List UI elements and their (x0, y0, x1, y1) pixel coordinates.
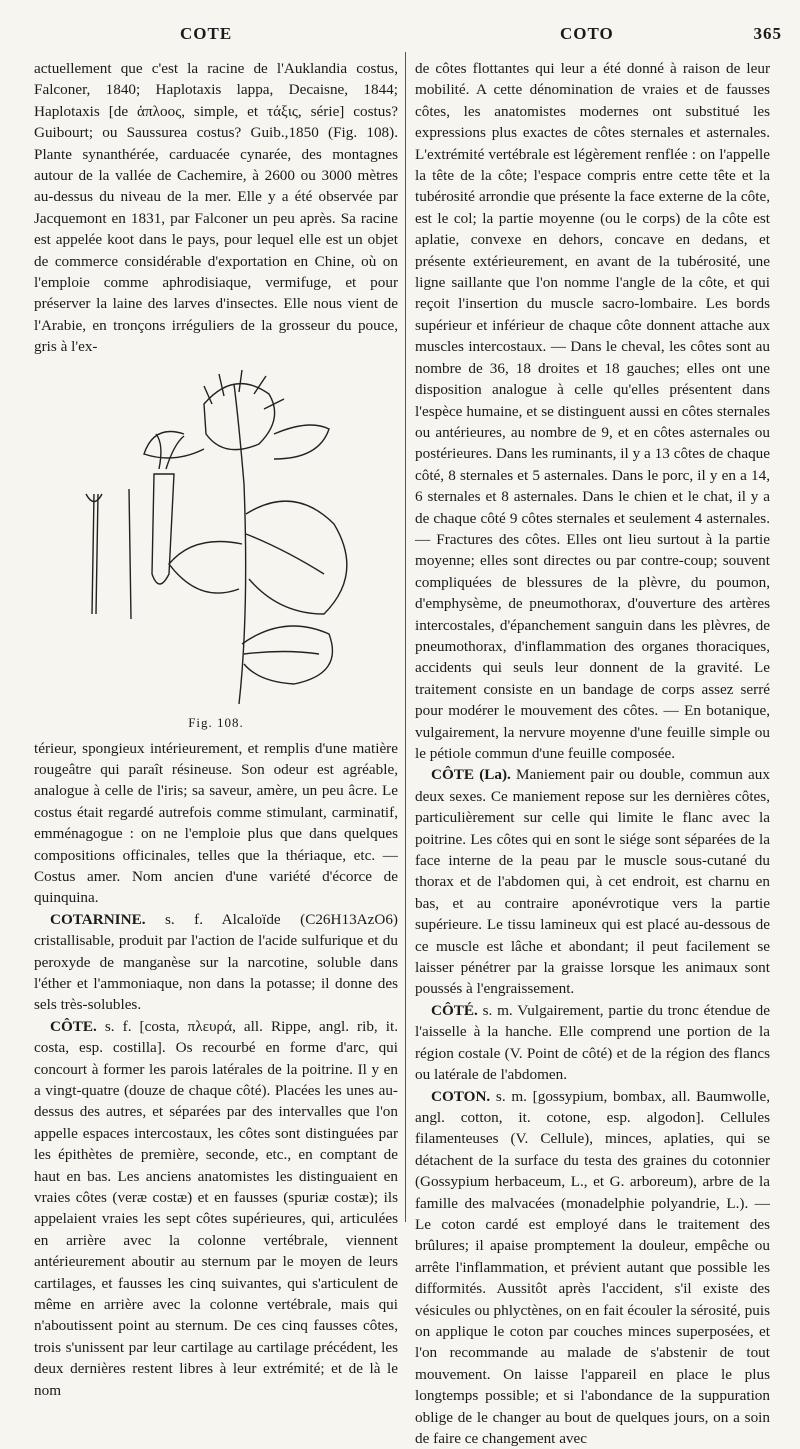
entry-cotarnine (34, 909, 398, 1016)
costus-continuation: térieur, spongieux intérieurement, et remplis d'une matière rougeâtre qui paraît résineuse. Son odeur est agréable, analogue à celle de l'iris; sa saveur, amère, un peu âcre. Le costus était regardé autrefois comme stimulant, carminatif, emménagogue : on ne l'emploie plus que dans quelques compositions officinales, telles que la thériaque, etc. — Costus amer. Nom ancien d'une variété d'écorce de quinquina. (34, 738, 398, 909)
running-head-right: COTO (560, 24, 614, 44)
plant-illustration (34, 364, 398, 704)
entry-coton (415, 1086, 770, 1449)
definition-cote: s. f. [costa, πλευρά, all. Rippe, angl. rib, it. costa, esp. costilla]. Os recourbé en forme d'arc, qui concourt à former les parois latérales de la poitrine. Il y en a vingt-quatre (douze de chaque côté). Placées les unes au-dessus des autres, et séparées par des intervalles que l'on appelle espaces intercostaux, les côtes sont distinguées par les épithètes de première, seconde, etc., en comptant de haut en bas. Les anciens anatomistes les distinguaient en vraies côtes (veræ costæ) et en fausses (spuriæ costæ); ils appelaient vraies les sept côtes supérieures, qui, articulées en arrière avec la colonne vertébrale, viennent antérieurement aboutir au sternum par le moyen de leurs cartilages, et fausses les cinq suivantes, qui s'articulent de même en arrière avec la colonne vertébrale, mais qui n'aboutissent point au sternum. De ces cinq fausses côtes, trois s'unissent par leur cartilage au cartilage précédent, les deux dernières restent libres à leur extrémité; et de là le nom (34, 1018, 398, 1399)
headword-cotarnine: COTARNINE. (50, 911, 146, 928)
definition-cote-la: Maniement pair ou double, commun aux deux sexes. Ce maniement repose sur les dernières côtes, particulièrement sur celle qui limite le flanc avec la poitrine. Les côtes qui en sont le siége sont séparées de la face interne de la peau par le muscle sous-cutané du thorax et de l'abdomen qui, à cet endroit, est charnu en bas, et au contraire aponévrotique vers la partie supérieure. Le tissu lamineux qui est placé au-dessous de ce muscle est lâche et abondant; il peut facilement se laisser pénétrer par la graisse lorsque les animaux sont poussés à l'engraissement. (415, 766, 770, 997)
left-column (34, 58, 398, 1401)
entry-cote-la (415, 764, 770, 999)
figure-caption: Fig. 108. (34, 712, 398, 733)
headword-cote-m: CÔTÉ. (431, 1002, 478, 1019)
running-head-left: COTE (180, 24, 232, 44)
headword-cote: CÔTE. (50, 1018, 97, 1035)
definition-cote-m: s. m. Vulgairement, partie du tronc étendue de l'aisselle à la hanche. Elle comprend une portion de la région costale (V. Point de côté) et de la région des flancs ou latérale de l'abdomen. (415, 1002, 770, 1083)
entry-cote (34, 1016, 398, 1401)
cote-continuation: de côtes flottantes qui leur a été donné à raison de leur mobilité. A cette dénomination de vraies et de fausses côtes, les anatomistes modernes ont substitué les expressions plus exactes de côtes sternales et asternales. L'extrémité vertébrale est légèrement renflée : on l'appelle la tête de la côte; l'espace compris entre cette tête et la tubérosité arrondie que présente la face externe de la côte, est le col; la partie moyenne (ou le corps) de la côte est aplatie, convexe en dehors, concave en dedans, et présente extérieurement, en avant de la tubérosité, une ligne saillante que l'on nomme l'angle de la côte, et qui reçoit l'insertion du muscle sacro-lombaire. Les bords supérieur et inférieur de chaque côte donnent attache aux muscles intercostaux. — Dans le cheval, les côtes sont au nombre de 36, 18 droites et 18 gauches; elles ont une disposition analogue à celle qu'elles présentent dans l'espèce humaine, et se distinguent aussi en côtes sternales ou antérieures, au nombre de 9, et en côtes asternales ou postérieures. Dans les ruminants, il y a 13 côtes de chaque côté, 8 sternales et 5 asternales. Dans le porc, il y en a 14, 6 sternales et 8 asternales. Dans le chien et le chat, il y a de chaque côté 9 côtes sternales et seulement 4 asternales. — Fractures des côtes. Elles ont lieu surtout à la partie moyenne; elles sont directes ou par contre-coup; souvent compliquées de blessures de la plèvre, du poumon, d'emphysème, de pneumothorax, d'ouverture des artères intercostales, d'épanchement sanguin dans les plèvres, de pneumothorax, d'inflammation des organes thoraciques, accidents qui seuls leur donnent de la gravité. Le traitement consiste en un bandage de corps assez serré pour modérer le mouvement des côtes. — En botanique, vulgairement, la nervure moyenne d'une feuille simple ou le pétiole commun d'une feuille composée. (415, 58, 770, 764)
headword-cote-la: CÔTE (La). (431, 766, 511, 783)
page-header (0, 24, 800, 48)
definition-cotarnine: s. f. Alcaloïde (C26H13AzO6) cristallisable, produit par l'action de l'acide sulfurique et du peroxyde de manganèse sur la narcotine, soluble dans l'éther et l'ammoniaque, non dans la potasse; il donne des sels très-solubles. (34, 911, 398, 1014)
headword-coton: COTON. (431, 1088, 490, 1105)
right-column (415, 58, 770, 1449)
definition-coton: s. m. [gossypium, bombax, all. Baumwolle, angl. cotton, it. cotone, esp. algodon]. Cellules filamenteuses (V. Cellule), minces, aplaties, qui se détachent de la surface du testa des graines du cotonnier (Gossypium herbaceum, L., et G. arboreum), arbre de la famille des malvacées (monadelphie polyandrie, L.). — Le coton cardé est employé dans le traitement des brûlures; il apaise promptement la douleur, empêche ou arrête l'inflammation, et prévient autant que possible les difformités. Aussitôt après l'accident, s'il existe des vésicules ou phlyctènes, on en fait écouler la sérosité, puis on applique le coton par couches minces superposées, et l'on recommande au malade de s'abstenir de tout mouvement. On laisse l'appareil en place le plus longtemps possible; et si l'abondance de la suppuration oblige de le changer au bout de quelques jours, on a soin de faire ce changement avec (415, 1088, 770, 1448)
costus-paragraph: actuellement que c'est la racine de l'Auklandia costus, Falconer, 1840; Haplotaxis lappa, Decaisne, 1844; Haplotaxis [de ἁπλοος, simple, et τάξις, série] costus? Guibourt; ou Saussurea costus? Guib.,1850 (Fig. 108). Plante synanthérée, carduacée cynarée, des montagnes autour de la vallée de Cachemire, à 2600 ou 3000 mètres au-dessus du niveau de la mer. Elle y a été observée par Jacquemont en 1831, par Falconer un peu après. Sa racine est appelée koot dans le pays, pour lequel elle est un objet de commerce considérable d'exportation en Chine, où on l'emploie comme aphrodisiaque, vermifuge, et pour préserver la laine des larves d'insectes. Elle nous vient de l'Arabie, en tronçons irréguliers de la grosseur du pouce, gris à l'ex- (34, 58, 398, 358)
column-divider (405, 52, 406, 1222)
entry-cote-m (415, 1000, 770, 1086)
page-number: 365 (754, 24, 783, 44)
